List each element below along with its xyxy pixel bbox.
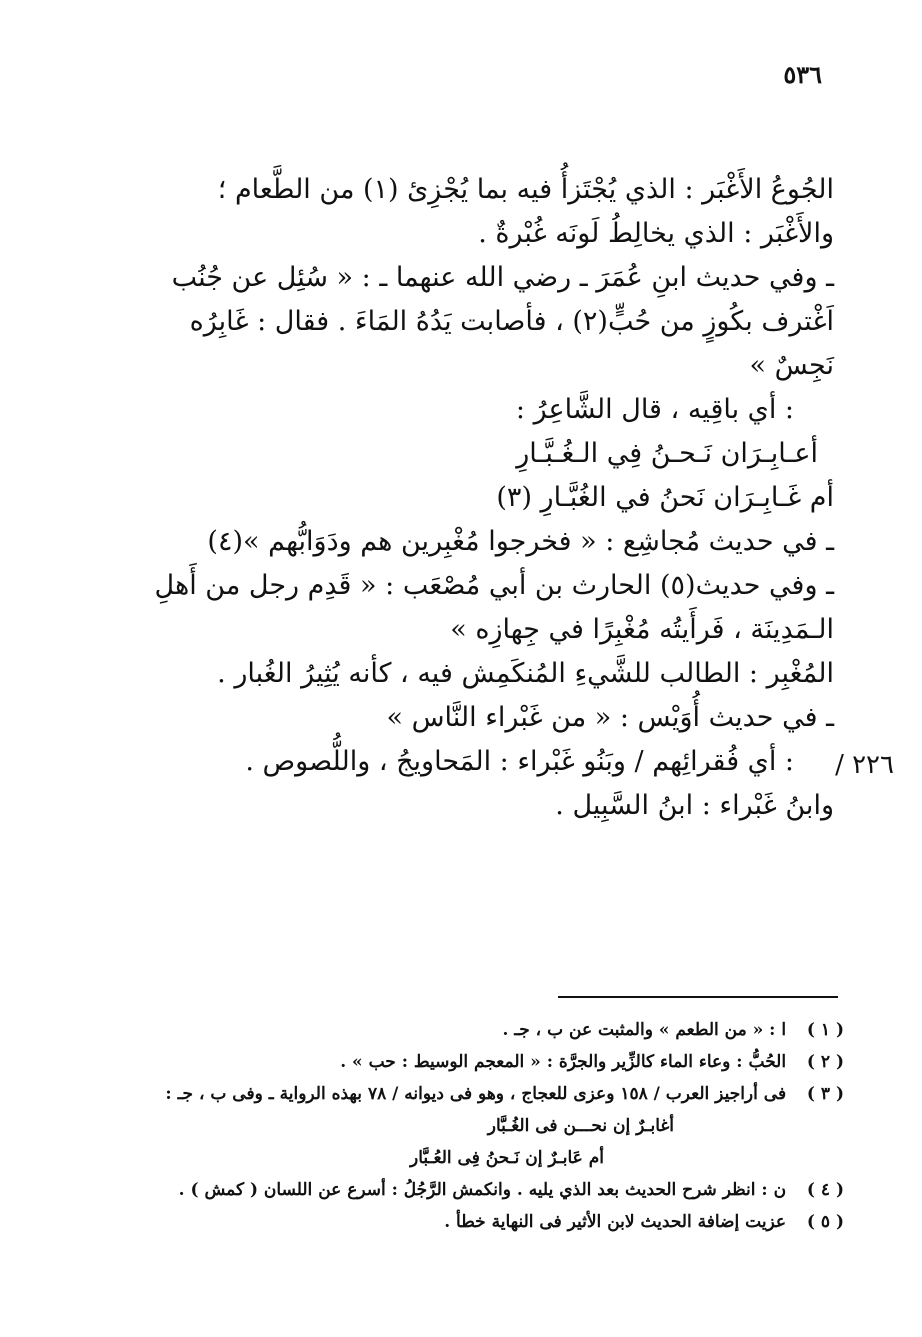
footnote-number: ( ٤ ) xyxy=(806,1180,844,1200)
text-line: المُغْبِر : الطالب للشَّيءِ المُنكَمِش فيه ، كأنه يُثِيرُ الغُبار . xyxy=(217,658,834,689)
footnote-verse: أغابـرٌ إن نحـــن فى الغُـبَّار xyxy=(487,1116,674,1136)
footnote-verse: أم عَابـرٌ إن نَـحنُ فِى العُـبَّار xyxy=(410,1148,604,1168)
footnote-text: ا : « من الطعم » والمثبت عن ب ، جـ . xyxy=(502,1020,787,1040)
page-number: ٥٣٦ xyxy=(783,60,822,89)
text-line: اَغْترف بكُوزٍ من حُبٍّ(٢) ، فأصابت يَدُهُ المَاءَ . فقال : غَابِرُه xyxy=(189,306,834,337)
text-line: والأَغْبَر : الذي يخالِطُ لَونَه غُبْرةٌ . xyxy=(478,218,834,249)
text-line: ـ في حديث مُجاشِع : « فخرجوا مُغْبِرين هم ودَوَابُّهم »(٤) xyxy=(207,526,834,557)
margin-reference: ٢٢٦ / xyxy=(835,750,894,780)
footnote-number: ( ١ ) xyxy=(806,1020,844,1040)
text-line: وابنُ غَبْراء : ابنُ السَّبِيل . xyxy=(555,790,834,821)
footnote xyxy=(74,1078,844,1110)
footnote-divider xyxy=(558,996,838,998)
main-text xyxy=(94,168,834,828)
text-line: : أي باقِيه ، قال الشَّاعِرُ : xyxy=(515,394,794,425)
text-line: ـ وفي حديث(٥) الحارث بن أبي مُصْعَب : « قَدِم رجل من أَهلِ xyxy=(154,570,834,601)
footnote-text: الحُبُّ : وعاء الماء كالزِّير والجرَّة : « المعجم الوسيط : حب » . xyxy=(340,1052,787,1072)
text-line: ـ في حديث أُوَيْس : « من غَبْراء النَّاس » xyxy=(386,702,834,733)
text-line: الـمَدِينَة ، فَرأَيتُه مُغْبِرًا في جِهازِه » xyxy=(450,614,834,645)
footnote xyxy=(74,1014,844,1046)
text-line: : أي فُقرائِهم / وبَنُو غَبْراء : المَحاويجُ ، واللُّصوص . xyxy=(245,746,794,777)
text-line: نَجِسٌ » xyxy=(749,350,834,381)
footnotes xyxy=(74,1014,844,1238)
text-line: ـ وفي حديث ابنِ عُمَرَ ـ رضي الله عنهما ـ : « سُئِل عن جُنُب xyxy=(171,262,834,293)
text-line: الجُوعُ الأَغْبَر : الذي يُجْتَزأُ فيه بما يُجْزِئ (١) من الطَّعام ؛ xyxy=(217,174,834,205)
footnote-text: ن : انظر شرح الحديث بعد الذي يليه . وانكمش الرَّجُلُ : أسرع عن اللسان ( كمش ) . xyxy=(178,1180,787,1200)
footnote xyxy=(74,1046,844,1078)
verse-line: أعـابِـرَان نَـحـنُ فِي الـغُـبَّـارِ xyxy=(516,438,818,469)
footnote-number: ( ٥ ) xyxy=(806,1212,844,1232)
footnote-number: ( ٢ ) xyxy=(806,1052,844,1072)
footnote xyxy=(74,1206,844,1238)
verse-line: أم غَـابِـرَان نَحنُ في الغُبَّـارِ (٣) xyxy=(496,482,834,513)
footnote-text: عزيت إضافة الحديث لابن الأثير فى النهاية خطأ . xyxy=(444,1212,787,1232)
footnote-text: فى أراجيز العرب / ١٥٨ وعزى للعجاج ، وهو فى ديوانه / ٧٨ بهذه الرواية ـ وفى ب ، جـ : xyxy=(165,1084,787,1104)
footnote-number: ( ٣ ) xyxy=(806,1084,844,1104)
footnote xyxy=(74,1174,844,1206)
